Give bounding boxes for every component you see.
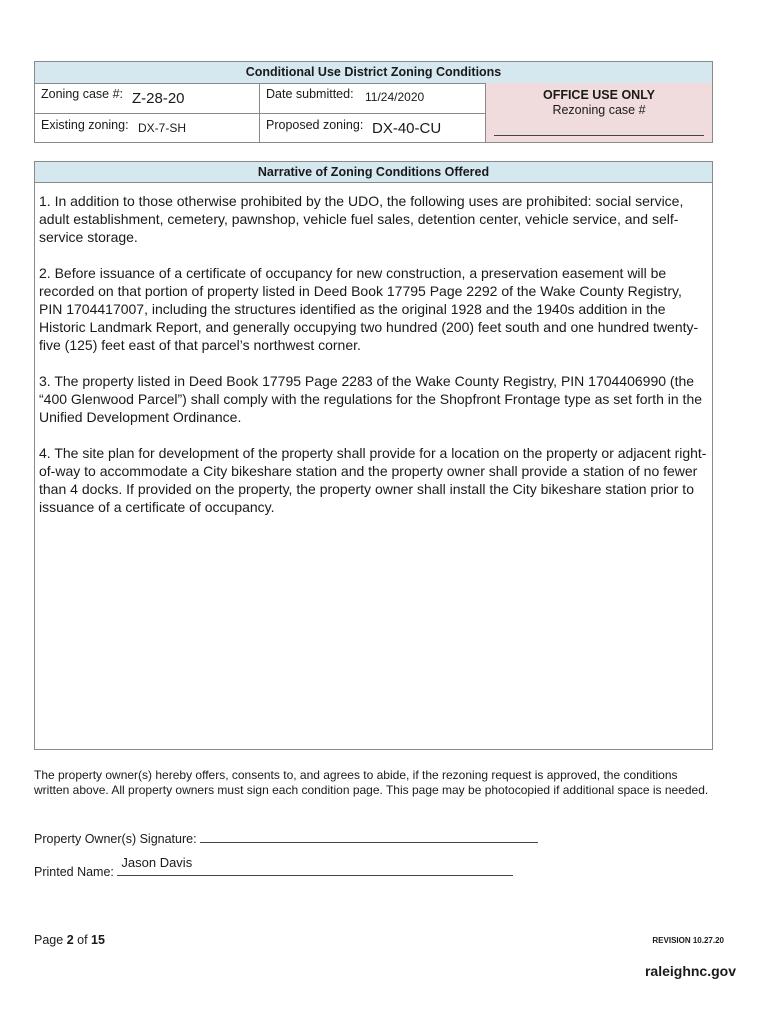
signature-label: Property Owner(s) Signature: (34, 832, 197, 846)
proposed-zoning-label: Proposed zoning: (266, 118, 364, 132)
condition-item: 3. The property listed in Deed Book 17795 Page 2283 of the Wake County Registry, PIN 1704406990 (the “400 Glenwood Parcel”) shall comply with the regulations for the Shopfront Frontage type as set forth in the Unified Development Ordinance. (39, 373, 703, 425)
conditions-title: Conditional Use District Zoning Conditions (35, 62, 712, 84)
page-of: of (77, 933, 88, 947)
condition-item: 1. In addition to those otherwise prohibited by the UDO, the following uses are prohibited: social service, adult establishment, cemetery, pawnshop, vehicle fuel sales, detention center, vehicle service, and self-service storage. (39, 193, 684, 245)
date-submitted-value[interactable]: 11/24/2020 (365, 90, 425, 104)
narrative-title: Narrative of Zoning Conditions Offered (35, 162, 712, 183)
condition-item: 2. Before issuance of a certificate of occupancy for new construction, a preservation easement will be recorded on that portion of property listed in Deed Book 17795 Page 2292 of the Wake County Registry, PIN 1704417007, including the structures identified as the original 1928 and the 1940s addition in the Historic Landmark Report, and generally occupying two hundred (200) feet south and one hundred twenty-five (125) feet east of that parcel’s northwest corner. (39, 265, 699, 353)
revision-label: REVISION 10.27.20 (652, 936, 724, 945)
page-number (34, 933, 105, 947)
rezoning-case-line[interactable] (494, 135, 704, 136)
page-current: 2 (66, 933, 74, 947)
page-prefix: Page (34, 933, 64, 947)
website-label: raleighnc.gov (644, 963, 736, 979)
zoning-case-value[interactable]: Z-28-20 (132, 90, 185, 107)
existing-zoning-value[interactable]: DX-7-SH (138, 121, 187, 135)
office-use-title: OFFICE USE ONLY (542, 88, 656, 102)
zoning-case-label: Zoning case #: (41, 87, 123, 101)
page-total: 15 (91, 933, 105, 947)
office-use-box (486, 83, 712, 142)
narrative-box (34, 161, 713, 750)
date-submitted-label: Date submitted: (266, 87, 354, 101)
printed-name-line[interactable] (117, 857, 513, 876)
existing-zoning-cell (35, 114, 260, 142)
narrative-body[interactable] (39, 192, 708, 534)
existing-zoning-label: Existing zoning: (41, 118, 129, 132)
condition-item: 4. The site plan for development of the property shall provide for a location on the property or adjacent right-of-way to accommodate a City bikeshare station and the property owner shall provide a station of no fewer than 4 docks. If provided on the property, the property owner shall install the City bikeshare station prior to issuance of a certificate of occupancy. (39, 445, 707, 515)
proposed-zoning-value[interactable]: DX-40-CU (372, 120, 442, 137)
printed-name-value: Jason Davis (121, 855, 193, 870)
consent-text: The property owner(s) hereby offers, consents to, and agrees to abide, if the rezoning request is approved, the conditions written above. All property owners must sign each condition page. This page may be photocopied if additional space is needed. (34, 768, 709, 797)
printed-name-row (34, 857, 513, 879)
proposed-zoning-cell (260, 114, 486, 142)
office-use-subtitle: Rezoning case # (552, 103, 646, 117)
date-submitted-cell (260, 83, 486, 114)
signature-line[interactable] (200, 830, 538, 843)
printed-name-label: Printed Name: (34, 865, 114, 879)
signature-row (34, 830, 538, 846)
zoning-case-cell (35, 83, 260, 114)
conditions-table (34, 61, 713, 143)
